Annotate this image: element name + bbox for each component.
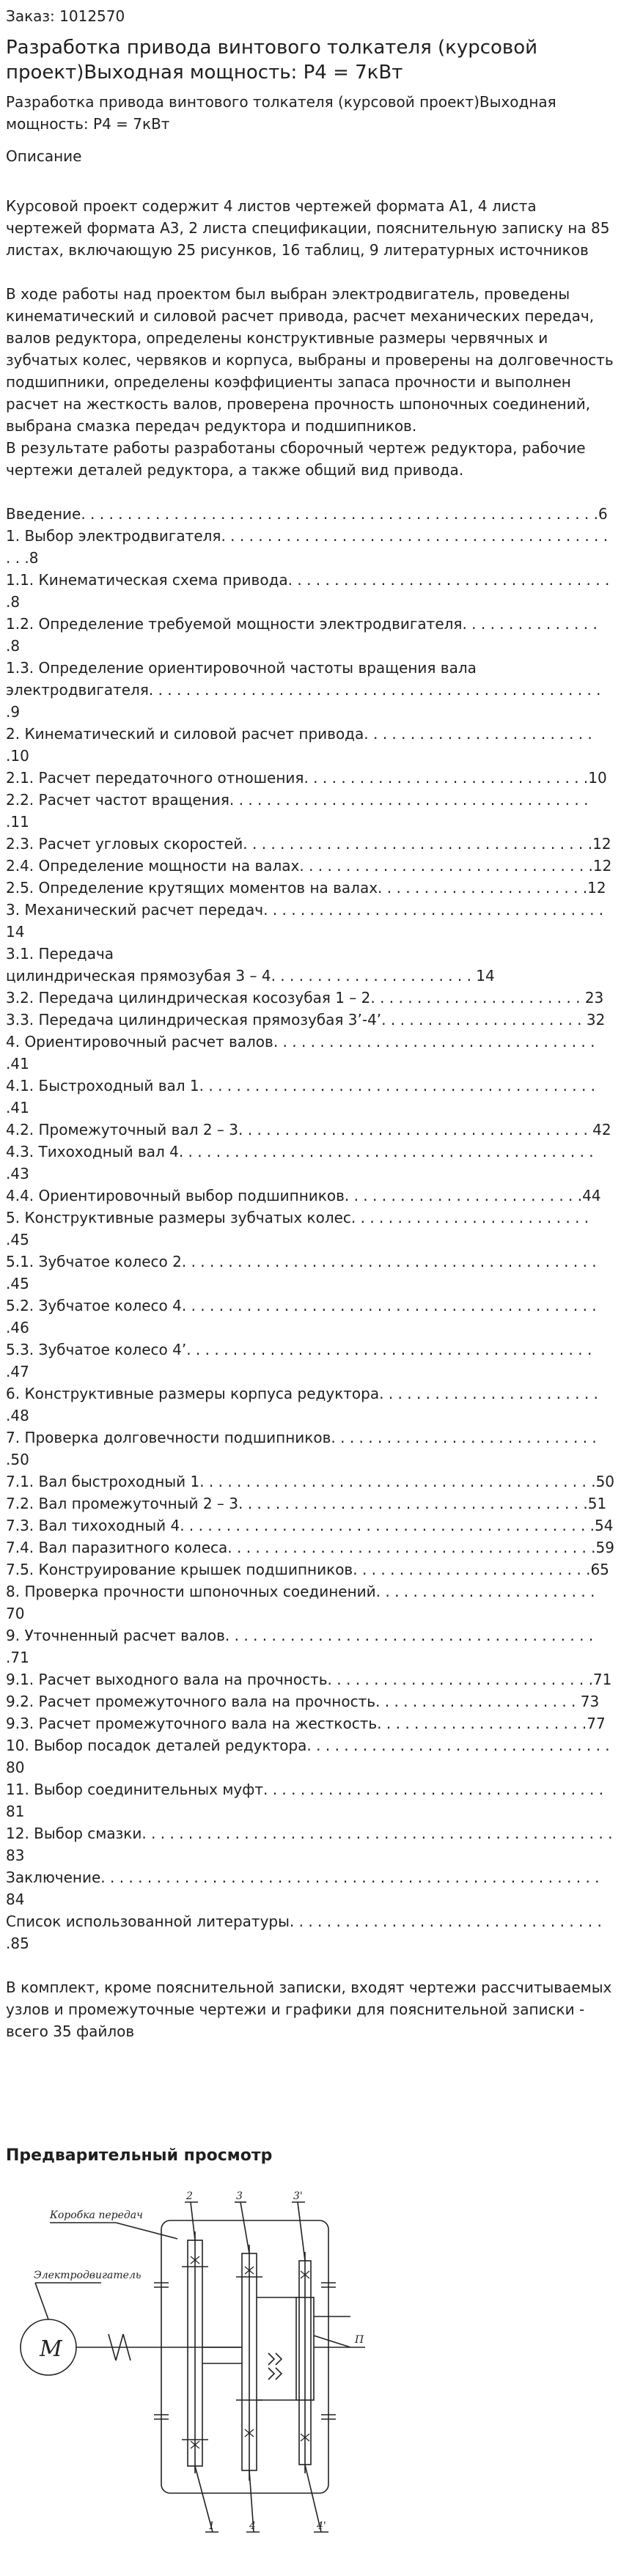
spacer bbox=[6, 261, 615, 283]
description-paragraph-3: В результате работы разработаны сборочный чертеж редуктора, рабочие чертежи деталей редуктора, а также общий вид привода. bbox=[6, 439, 590, 479]
label-4p: 4' bbox=[317, 2520, 326, 2532]
toc-item: 1.3. Определение ориентировочной частоты вращения вала электродвигателя. . . . . . . . . . . . . . . . . . . . . . . . . . . . . . . . . . . . . . . . . . . . . . . . . .9 bbox=[6, 659, 606, 721]
preview-title: Предварительный просмотр bbox=[6, 2146, 273, 2165]
toc-item: Заключение. . . . . . . . . . . . . . . . . . . . . . . . . . . . . . . . . . . . . . . . . . . . . . . . . . . . . . 84 bbox=[6, 1869, 604, 1908]
label-p: П bbox=[355, 2334, 364, 2346]
toc-item: 7.1. Вал быстроходный 1. . . . . . . . . . . . . . . . . . . . . . . . . . . . . . . . . . . . . . . . . . .50 bbox=[6, 1473, 615, 1490]
toc-item: 3.2. Передача цилиндрическая косозубая 1 – 2. . . . . . . . . . . . . . . . . . . . . . . 23 bbox=[6, 989, 604, 1007]
toc-item: 5.3. Зубчатое колесо 4’. . . . . . . . . . . . . . . . . . . . . . . . . . . . . . . . . . . . . . . . . . . . .47 bbox=[6, 1341, 597, 1380]
toc-item: 2.3. Расчет угловых скоростей. . . . . . . . . . . . . . . . . . . . . . . . . . . . . . . . . . . . . .12 bbox=[6, 835, 611, 853]
toc-item: 9.1. Расчет выходного вала на прочность. . . . . . . . . . . . . . . . . . . . . . . . . . . . .71 bbox=[6, 1671, 612, 1688]
label-3: 3 bbox=[236, 2190, 243, 2202]
toc-item: 11. Выбор соединительных муфт. . . . . . . . . . . . . . . . . . . . . . . . . . . . . . . . . . . . . 81 bbox=[6, 1781, 609, 1820]
page-title: Разработка привода винтового толкателя (курсовой проект)Выходная мощность: Р4 = 7кВт bbox=[6, 37, 538, 84]
toc-item: 4. Ориентировочный расчет валов. . . . . . . . . . . . . . . . . . . . . . . . . . . . . . . . . . . .41 bbox=[6, 1033, 600, 1072]
toc-item: 3. Механический расчет передач. . . . . . . . . . . . . . . . . . . . . . . . . . . . . . . . . . . . . 14 bbox=[6, 901, 609, 941]
toc-item: 1.1. Кинематическая схема привода. . . . . . . . . . . . . . . . . . . . . . . . . . . . . . . . . . . .8 bbox=[6, 571, 614, 611]
toc-item: 7. Проверка долговечности подшипников. . . . . . . . . . . . . . . . . . . . . . . . . . . . . .50 bbox=[6, 1429, 602, 1468]
toc-item: 9.3. Расчет промежуточного вала на жесткость. . . . . . . . . . . . . . . . . . . . . . .77 bbox=[6, 1715, 606, 1732]
gearbox-housing bbox=[161, 2220, 328, 2493]
spacer bbox=[6, 481, 615, 503]
toc-item: 2. Кинематический и силовой расчет привода. . . . . . . . . . . . . . . . . . . . . . . . . .10 bbox=[6, 725, 598, 765]
toc-item: 4.4. Ориентировочный выбор подшипников. . . . . . . . . . . . . . . . . . . . . . . . . .44 bbox=[6, 1187, 601, 1204]
toc-item: 4.1. Быстроходный вал 1. . . . . . . . . . . . . . . . . . . . . . . . . . . . . . . . . . . . . . . . . . . .41 bbox=[6, 1077, 600, 1116]
toc-item: Список использованной литературы. . . . . . . . . . . . . . . . . . . . . . . . . . . . . . . . . . .85 bbox=[6, 1913, 607, 1952]
toc-item: 9. Уточненный расчет валов. . . . . . . . . . . . . . . . . . . . . . . . . . . . . . . . . . . . . . . . .71 bbox=[6, 1627, 598, 1666]
toc-item: 9.2. Расчет промежуточного вала на прочность. . . . . . . . . . . . . . . . . . . . . . 73 bbox=[6, 1693, 600, 1710]
toc-item: 7.3. Вал тихоходный 4. . . . . . . . . . . . . . . . . . . . . . . . . . . . . . . . . . . . . . . . . . . . .54 bbox=[6, 1517, 614, 1534]
label-gearbox: Коробка передач bbox=[50, 2209, 143, 2221]
toc-item: 12. Выбор смазки. . . . . . . . . . . . . . . . . . . . . . . . . . . . . . . . . . . . . . . . . . . . . . . . . . . 83 bbox=[6, 1825, 617, 1864]
toc-item: 2.2. Расчет частот вращения. . . . . . . . . . . . . . . . . . . . . . . . . . . . . . . . . . . . . . . .11 bbox=[6, 791, 593, 831]
toc-item: 5.1. Зубчатое колесо 2. . . . . . . . . . . . . . . . . . . . . . . . . . . . . . . . . . . . . . . . . . . . . .45 bbox=[6, 1253, 602, 1292]
toc-item: 7.4. Вал паразитного колеса. . . . . . . . . . . . . . . . . . . . . . . . . . . . . . . . . . . . . . . .59 bbox=[6, 1539, 614, 1556]
toc-item: 2.4. Определение мощности на валах. . . . . . . . . . . . . . . . . . . . . . . . . . . . . . . .12 bbox=[6, 857, 612, 875]
toc-item: 2.5. Определение крутящих моментов на валах. . . . . . . . . . . . . . . . . . . . . . .12 bbox=[6, 879, 606, 897]
toc-item: 1.2. Определение требуемой мощности электродвигателя. . . . . . . . . . . . . . . .8 bbox=[6, 615, 603, 655]
toc-item: 6. Конструктивные размеры корпуса редуктора. . . . . . . . . . . . . . . . . . . . . . . . .48 bbox=[6, 1385, 603, 1424]
toc-item: 3.1. Передача цилиндрическая прямозубая 3 – 4. . . . . . . . . . . . . . . . . . . . . . 14 bbox=[6, 945, 495, 985]
table-of-contents bbox=[6, 503, 615, 1954]
toc-item: 7.5. Конструирование крышек подшипников. . . . . . . . . . . . . . . . . . . . . . . . . .65 bbox=[6, 1561, 609, 1578]
toc-item: 5. Конструктивные размеры зубчатых колес. . . . . . . . . . . . . . . . . . . . . . . . . . .45 bbox=[6, 1209, 594, 1248]
toc-item: 1. Выбор электродвигателя. . . . . . . . . . . . . . . . . . . . . . . . . . . . . . . . . . . . . . . . . . . . .8 bbox=[6, 527, 613, 567]
page-subtitle: Разработка привода винтового толкателя (курсовой проект)Выходная мощность: Р4 = 7кВт bbox=[6, 93, 556, 133]
toc-item: Введение. . . . . . . . . . . . . . . . . . . . . . . . . . . . . . . . . . . . . . . . . . . . . . . . . . . . . . . .6 bbox=[6, 505, 608, 523]
toc-item: 4.2. Промежуточный вал 2 – 3. . . . . . . . . . . . . . . . . . . . . . . . . . . . . . . . . . . . . . 42 bbox=[6, 1121, 611, 1138]
toc-item: 5.2. Зубчатое колесо 4. . . . . . . . . . . . . . . . . . . . . . . . . . . . . . . . . . . . . . . . . . . . . .46 bbox=[6, 1297, 602, 1336]
description-paragraph-1: Курсовой проект содержит 4 листов чертежей формата А1, 4 листа чертежей формата А3, 2 листа спецификации, пояснительную записку на 85 листах, включающую 25 рисунков, 16 таблиц, 9 литературных источников bbox=[6, 197, 614, 259]
toc-item: 4.3. Тихоходный вал 4. . . . . . . . . . . . . . . . . . . . . . . . . . . . . . . . . . . . . . . . . . . . . .43 bbox=[6, 1143, 599, 1182]
toc-item: 8. Проверка прочности шпоночных соединений. . . . . . . . . . . . . . . . . . . . . . . . 70 bbox=[6, 1583, 600, 1622]
toc-item: 10. Выбор посадок деталей редуктора. . . . . . . . . . . . . . . . . . . . . . . . . . . . . . . . . 80 bbox=[6, 1737, 615, 1776]
label-4: 4 bbox=[249, 2520, 256, 2532]
description-label: Описание bbox=[6, 147, 82, 165]
label-3p: 3' bbox=[293, 2190, 303, 2202]
toc-item: 7.2. Вал промежуточный 2 – 3. . . . . . . . . . . . . . . . . . . . . . . . . . . . . . . . . . . . . .51 bbox=[6, 1495, 607, 1512]
motor-symbol: М bbox=[40, 2336, 62, 2362]
order-number: Заказ: 1012570 bbox=[6, 7, 125, 25]
toc-item: 3.3. Передача цилиндрическая прямозубая 3’-4’. . . . . . . . . . . . . . . . . . . . . . 32 bbox=[6, 1011, 606, 1028]
description-paragraph-2: В ходе работы над проектом был выбран электродвигатель, проведены кинематический и силовой расчет привода, расчет механических передач, валов редуктора, определены конструктивные размеры червячных и зубчатых колес, червяков и корпуса, выбраны и проверены на долговечность подшипники, определены коэффициенты запаса прочности и выполнен расчет на жесткость валов, проверена прочность шпоночных соединений, выбрана смазка передач редуктора и подшипников. bbox=[6, 285, 619, 435]
preview-drawing bbox=[6, 2180, 615, 2561]
label-1: 1 bbox=[208, 2520, 215, 2532]
label-motor: Электродвигатель bbox=[34, 2270, 142, 2281]
label-2: 2 bbox=[186, 2190, 193, 2202]
toc-item: 2.1. Расчет передаточного отношения. . . . . . . . . . . . . . . . . . . . . . . . . . . . . . .10 bbox=[6, 769, 607, 787]
files-note: В комплект, кроме пояснительной записки, входят чертежи рассчитываемых узлов и промежуточные чертежи и графики для пояснительной записки - всего 35 файлов bbox=[6, 1979, 612, 2040]
